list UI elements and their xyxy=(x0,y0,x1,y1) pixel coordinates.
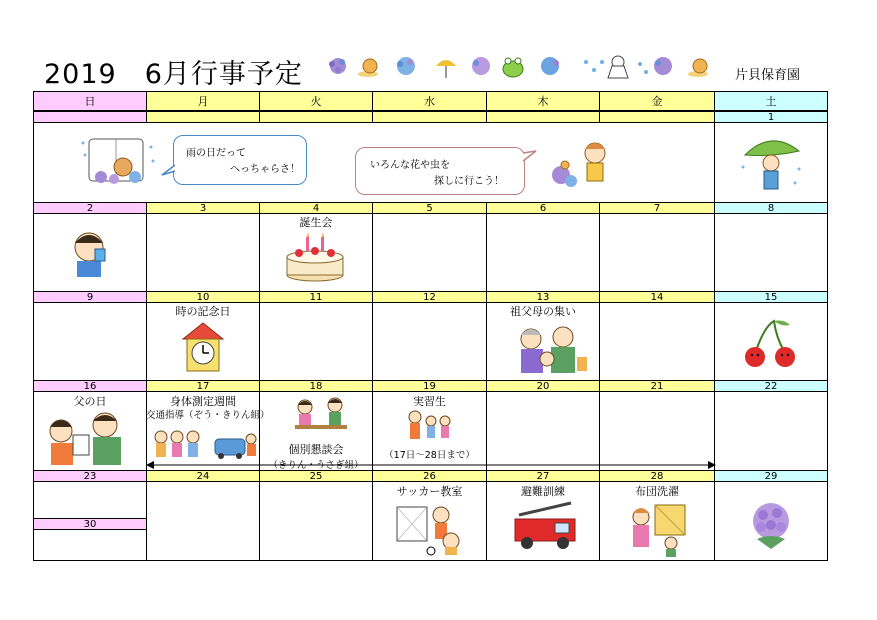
event-label: 個別懇談会 xyxy=(288,443,344,456)
period-arrow xyxy=(146,459,716,471)
event-label: 祖父母の集い xyxy=(510,305,576,318)
snail-icon xyxy=(358,59,378,77)
leaf-umbrella-child-illustration xyxy=(737,133,807,195)
school-name: 片貝保育園 xyxy=(735,68,801,83)
trainee-teacher-illustration xyxy=(405,409,455,445)
speech-bubble-left xyxy=(173,135,307,185)
day-number: 8 xyxy=(714,202,828,214)
raindrop-icon xyxy=(638,62,648,74)
day-number: 6 xyxy=(486,202,600,214)
cherry-icon xyxy=(740,317,800,369)
day-number: 5 xyxy=(372,202,487,214)
day-cell xyxy=(259,481,373,561)
day-number: 29 xyxy=(714,470,828,482)
day-number: 17 xyxy=(146,380,260,392)
day-number: 28 xyxy=(599,470,715,482)
day-number: 3 xyxy=(146,202,260,214)
event-label: 布団洗濯 xyxy=(635,485,679,498)
bubble-text: 探しに行こう！ xyxy=(434,176,504,187)
weekday-tue: 火 xyxy=(259,91,373,111)
day-number: 4 xyxy=(259,202,373,214)
hydrangea-icon xyxy=(397,57,415,75)
day-number: 27 xyxy=(486,470,600,482)
calendar-table xyxy=(33,91,828,561)
day-number: 18 xyxy=(259,380,373,392)
traffic-safety-illustration xyxy=(151,425,259,461)
hydrangea-icon xyxy=(472,57,490,75)
hydrangea-icon xyxy=(541,57,559,75)
day-number: 15 xyxy=(714,291,828,303)
rainy-season-decoration xyxy=(318,52,718,82)
event-label: 避難訓練 xyxy=(521,485,565,498)
day-number: 22 xyxy=(714,380,828,392)
event-label: （きりん・うさぎ組） xyxy=(268,460,364,471)
soccer-illustration xyxy=(395,501,465,557)
weekday-mon: 月 xyxy=(146,91,260,111)
event-label: 誕生会 xyxy=(299,216,333,229)
day-number: 12 xyxy=(372,291,487,303)
weekday-thu: 木 xyxy=(486,91,600,111)
event-label: （17日～28日まで） xyxy=(384,450,475,461)
day-cell xyxy=(33,529,147,561)
hydrangea-icon xyxy=(745,499,797,551)
day-cell xyxy=(714,213,828,292)
weekday-wed: 水 xyxy=(372,91,487,111)
bubble-tail xyxy=(161,163,177,177)
event-label: 父の日 xyxy=(73,395,107,408)
day-cell xyxy=(33,481,147,519)
day-number: 9 xyxy=(33,291,147,303)
day-number: 10 xyxy=(146,291,260,303)
grandparents-illustration xyxy=(511,321,591,377)
raindrop-icon xyxy=(584,60,604,72)
teacher-parent-meeting-illustration xyxy=(291,395,351,437)
girl-with-flowers-illustration xyxy=(545,135,617,193)
day-cell xyxy=(33,302,147,381)
day-number: 11 xyxy=(259,291,373,303)
clock-icon xyxy=(179,321,227,373)
day-number: 21 xyxy=(599,380,715,392)
event-label: サッカー教室 xyxy=(396,485,463,498)
teru-teru-bozu-icon xyxy=(608,56,628,78)
speech-bubble-right xyxy=(355,147,525,195)
weekday-fri: 金 xyxy=(599,91,715,111)
day-cell xyxy=(146,481,260,561)
day-number: 24 xyxy=(146,470,260,482)
day-number: 7 xyxy=(599,202,715,214)
weekday-sun: 日 xyxy=(33,91,147,111)
day-number: 13 xyxy=(486,291,600,303)
bubble-text: へっちゃらさ！ xyxy=(230,164,300,175)
hydrangea-icon xyxy=(329,58,346,74)
day-cell xyxy=(372,302,487,381)
day-cell xyxy=(259,302,373,381)
day-number: 26 xyxy=(372,470,487,482)
day-number: 25 xyxy=(259,470,373,482)
weekday-sat: 土 xyxy=(714,91,828,111)
event-label: 交通指導（ぞう・きりん組） xyxy=(146,410,270,421)
father-child-illustration xyxy=(45,409,131,469)
hydrangea-icon xyxy=(654,57,672,75)
event-label: 時の記念日 xyxy=(175,305,231,318)
day-number: 14 xyxy=(599,291,715,303)
day-number: 19 xyxy=(372,380,487,392)
frog-icon xyxy=(503,58,523,77)
day-cell xyxy=(599,302,715,381)
umbrella-icon xyxy=(436,60,456,78)
boy-brushing-teeth-illustration xyxy=(65,225,115,279)
day-number: 2 xyxy=(33,202,147,214)
snail-icon xyxy=(688,59,708,77)
day-cell xyxy=(146,213,260,292)
event-label: 実習生 xyxy=(413,395,446,408)
day-number: 30 xyxy=(33,518,147,530)
cake-icon xyxy=(283,231,347,283)
rain-window-illustration xyxy=(81,133,157,193)
bubble-text: いろんな花や虫を xyxy=(370,160,450,171)
event-label: 身体測定週間 xyxy=(170,395,236,408)
day-number: 16 xyxy=(33,380,147,392)
day-cell xyxy=(714,391,828,471)
day-number: 20 xyxy=(486,380,600,392)
day-cell xyxy=(599,213,715,292)
page-title: 2019 6月行事予定 xyxy=(44,59,303,90)
day-number: 1 xyxy=(714,111,828,123)
day-number: 23 xyxy=(33,470,147,482)
bubble-tail xyxy=(521,149,537,163)
futon-laundry-illustration xyxy=(625,501,691,557)
bubble-text: 雨の日だって xyxy=(186,148,246,159)
day-cell xyxy=(486,213,600,292)
fire-truck-icon xyxy=(511,501,581,553)
day-cell xyxy=(372,213,487,292)
